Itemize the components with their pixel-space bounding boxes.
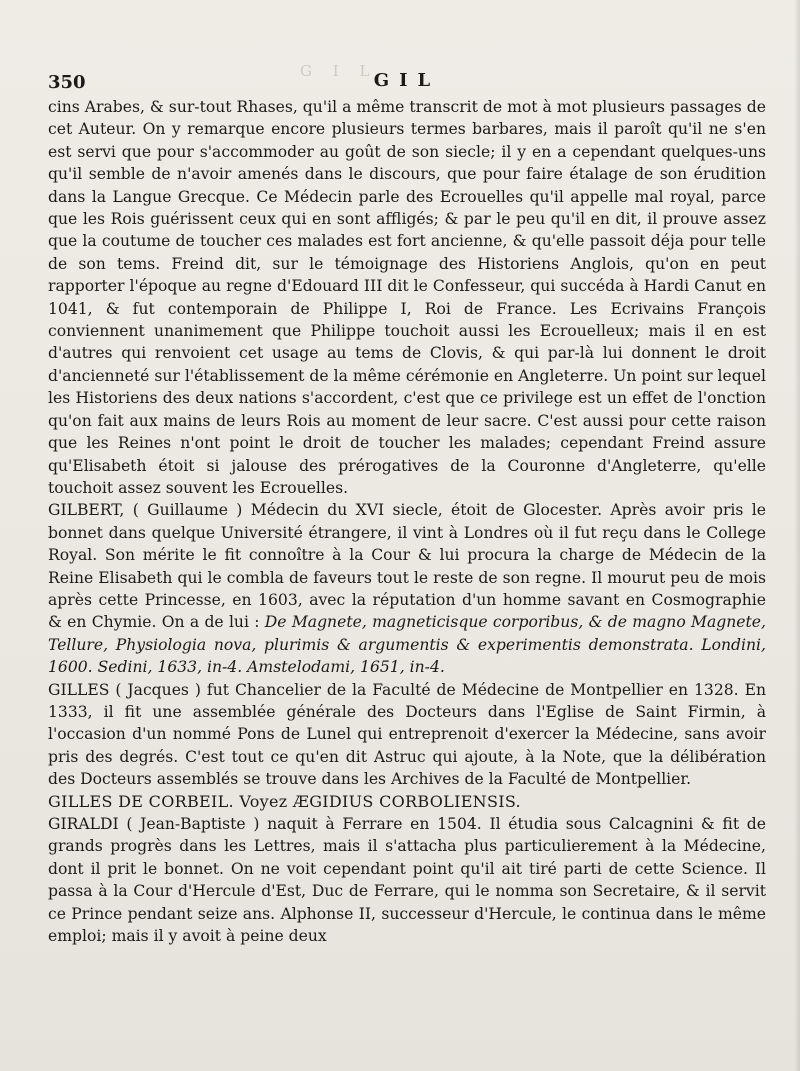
running-head: GIL — [373, 70, 441, 91]
body-text — [48, 96, 766, 947]
page-number: 350 — [48, 72, 86, 93]
entry-gilbert — [48, 499, 766, 678]
entry-gilles-de-corbeil: GILLES DE CORBEIL. Voyez ÆGIDIUS CORBOLIENSIS. — [48, 791, 521, 811]
entry-continued-paragraph: cins Arabes, & sur-tout Rhases, qu'il a même transcrit de mot à mot plusieurs passages de cet Auteur. On y remarque encore plusieurs termes barbares, mais il paroît qu'il ne s'en est servi que pour s'accommoder au goût de son siecle; il y en a cependant quelques-uns qu'il semble de n'avoir amenés dans le discours, que pour faire étalage de son érudition dans la Langue Grecque. Ce Médecin parle des Ecrouelles qu'il appelle mal royal, parce que les Rois guérissent ceux qui en sont affligés; & par le peu qu'il en dit, il prouve assez que la coutume de toucher ces malades est fort ancienne, & qu'elle passoit déja pour telle de son tems. Freind dit, sur le témoignage des Historiens Anglois, qu'on en peut rapporter l'époque au regne d'Edouard III dit le Confesseur, qui succéda à Hardi Canut en 1041, & fut contemporain de Philippe I, Roi de France. Les Ecrivains François conviennent unanimement que Philippe touchoit aussi les Ecrouelleux; mais il en est d'autres qui renvoient cet usage au tems de Clovis, & qui par-là lui donnent le droit d'ancienneté sur l'établissement de la même cérémonie en Angleterre. Un point sur lequel les Historiens des deux nations s'accordent, c'est que ce privilege est un effet de l'onction qu'on fait aux mains de leurs Rois au moment de leur sacre. C'est aussi pour cette raison que les Reines n'ont point le droit de toucher les malades; cependant Freind assure qu'Elisabeth étoit si jalouse des prérogatives de la Couronne d'Angleterre, qu'elle touchoit assez souvent les Ecrouelles. — [48, 98, 766, 497]
entry-gilbert-text: GILBERT, ( Guillaume ) Médecin du XVI siecle, étoit de Glocester. Après avoir pris le bonnet dans quelque Université étrangere, il vint à Londres où il fut reçu dans le College Royal. Son mérite le fit connoître à la Cour & lui procura la charge de Médecin de la Reine Elisabeth qui le combla de faveurs tout le reste de son regne. Il mourut peu de mois après cette Princesse, en 1603, avec la réputation d'un homme savant en Cosmographie & en Chymie. On a de lui : — [48, 501, 766, 632]
page-header — [48, 62, 766, 96]
bleed-through-text: G I L — [300, 62, 378, 80]
entry-gilbert-citation: De Magnete, magneticisque corporibus, & de magno Magnete, Tellure, Physiologia nova, plurimis & argumentis & experimentis demonstrata. Londini, 1600. Sedini, 1633, in-4. Amstelodami, 1651, in-4. — [48, 613, 766, 677]
entry-gilles: GILLES ( Jacques ) fut Chancelier de la Faculté de Médecine de Montpellier en 1328. En 1333, il fit une assemblée générale des Docteurs dans l'Eglise de Saint Firmin, à l'occasion d'un nommé Pons de Lunel qui entreprenoit d'exercer la Médecine, sans avoir pris des degrés. C'est tout ce qu'en dit Astruc qui ajoute, à la Note, que la délibération des Docteurs assemblés se trouve dans les Archives de la Faculté de Montpellier. — [48, 680, 766, 789]
entry-giraldi: GIRALDI ( Jean-Baptiste ) naquit à Ferrare en 1504. Il étudia sous Calcagnini & fit de grands progrès dans les Lettres, mais il s'attacha plus particulierement à la Médecine, dont il prit le bonnet. On ne voit cependant point qu'il ait tiré parti de cette Science. Il passa à la Cour d'Hercule d'Est, Duc de Ferrare, qui le nomma son Secretaire, & il servit ce Prince pendant seize ans. Alphonse II, successeur d'Hercule, le continua dans le même emploi; mais il y avoit à peine deux — [48, 815, 766, 946]
page-edge-shadow — [794, 0, 800, 1071]
